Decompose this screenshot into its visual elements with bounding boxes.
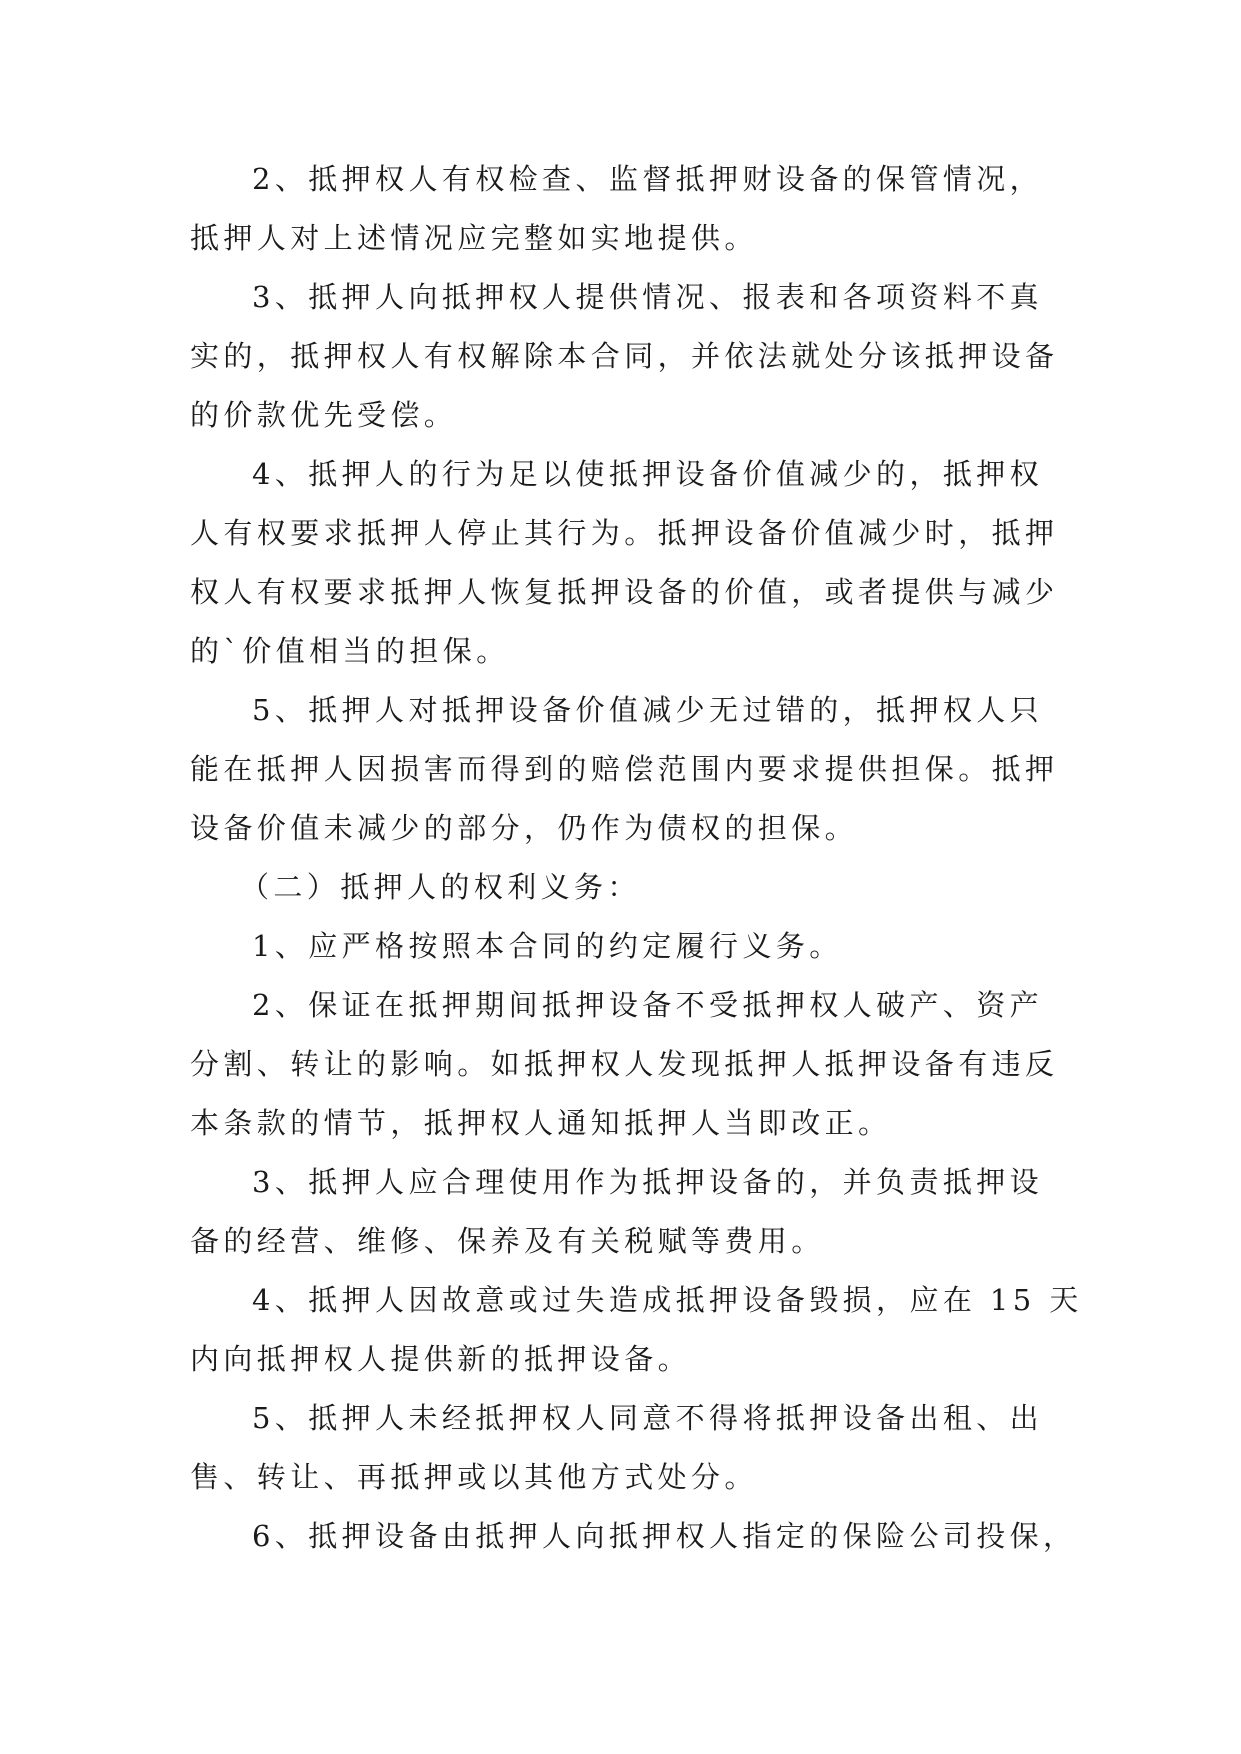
text-line: 备的经营、维修、保养及有关税赋等费用。 (190, 1224, 825, 1258)
text-line: 的价款优先受偿。 (190, 398, 458, 432)
text-line: 4、抵押人的行为足以使抵押设备价值减少的，抵押权 (252, 457, 1044, 491)
paragraph-item-5-no-disposal (190, 1389, 1050, 1507)
document-body (190, 150, 1083, 1566)
text-line: 2、保证在抵押期间抵押设备不受抵押权人破产、资产 (252, 988, 1044, 1022)
text-line: 设备价值未减少的部分，仍作为债权的担保。 (190, 811, 859, 845)
text-line: 实的，抵押权人有权解除本合同，并依法就处分该抵押设备 (190, 339, 1059, 373)
paragraph-item-4-damage-replacement (190, 1271, 1083, 1389)
text-line: 1、应严格按照本合同的约定履行义务。 (252, 929, 843, 963)
paragraph-item-2-bankruptcy-guarantee (190, 976, 1059, 1153)
text-line: 本条款的情节，抵押权人通知抵押人当即改正。 (190, 1106, 892, 1140)
text-line: 3、抵押人应合理使用作为抵押设备的，并负责抵押设 (252, 1165, 1044, 1199)
paragraph-item-2-inspection-right (190, 150, 1050, 268)
section-heading-text: （二）抵押人的权利义务： (240, 870, 641, 904)
section-heading-mortgagor-rights (190, 858, 1050, 917)
text-line: 分割、转让的影响。如抵押权人发现抵押人抵押设备有违反 (190, 1047, 1059, 1081)
text-line: 抵押人对上述情况应完整如实地提供。 (190, 221, 758, 255)
text-line: 权人有权要求抵押人恢复抵押设备的价值，或者提供与减少 (190, 575, 1059, 609)
text-line: 能在抵押人因损害而得到的赔偿范围内要求提供担保。抵押 (190, 752, 1059, 786)
paragraph-item-3-reasonable-use (190, 1153, 1050, 1271)
text-line: 内向抵押权人提供新的抵押设备。 (190, 1342, 692, 1376)
text-line: 5、抵押人未经抵押权人同意不得将抵押设备出租、出 (252, 1401, 1044, 1435)
paragraph-item-1-perform-obligations (190, 917, 1050, 976)
paragraph-item-4-value-decrease (190, 445, 1059, 681)
paragraph-item-3-false-info (190, 268, 1059, 445)
text-line: 5、抵押人对抵押设备价值减少无过错的，抵押权人只 (252, 693, 1044, 727)
text-line: 售、转让、再抵押或以其他方式处分。 (190, 1460, 758, 1494)
text-line: 2、抵押权人有权检查、监督抵押财设备的保管情况， (252, 162, 1044, 196)
paragraph-item-6-insurance (190, 1507, 1077, 1566)
text-line: 人有权要求抵押人停止其行为。抵押设备价值减少时，抵押 (190, 516, 1059, 550)
text-line: 4、抵押人因故意或过失造成抵押设备毁损，应在 15 天 (252, 1283, 1083, 1317)
text-line: 6、抵押设备由抵押人向抵押权人指定的保险公司投保， (252, 1519, 1077, 1553)
text-line: 3、抵押人向抵押权人提供情况、报表和各项资料不真 (252, 280, 1044, 314)
paragraph-item-5-no-fault (190, 681, 1059, 858)
text-line: 的`价值相当的担保。 (190, 634, 510, 668)
